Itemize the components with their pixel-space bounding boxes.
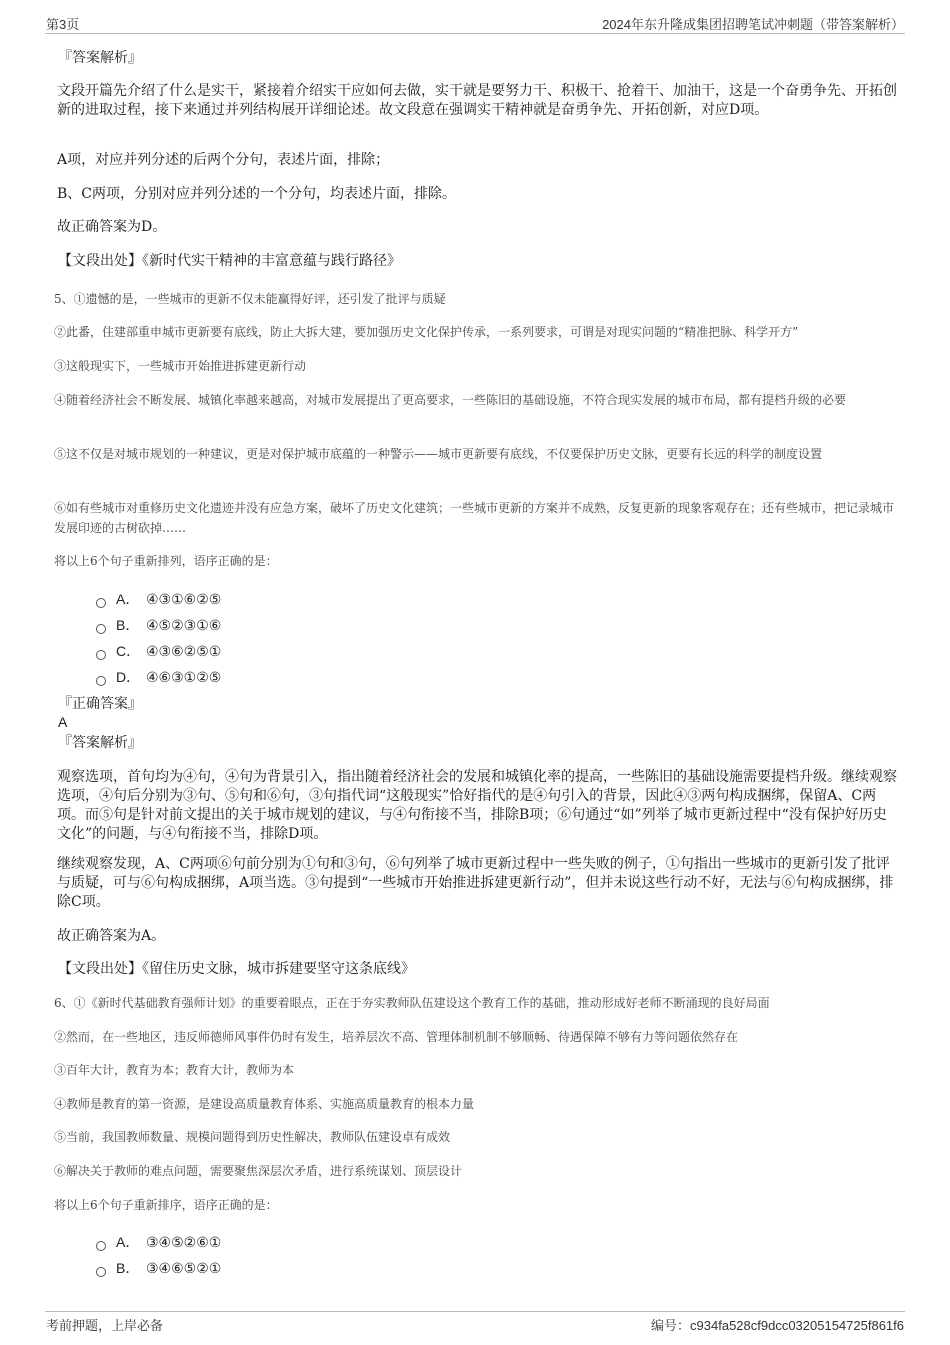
document-title: 2024年东升隆成集团招聘笔试冲刺题（带答案解析） (602, 17, 904, 32)
q6-sentence-4: ④教师是教育的第一资源，是建设高质量教育体系、实施高质量教育的根本力量 (54, 1097, 475, 1111)
header-divider (45, 33, 905, 34)
q6-prompt: 将以上6个句子重新排序，语序正确的是： (54, 1198, 278, 1212)
radio-icon[interactable] (96, 1267, 106, 1277)
q4-analysis-label: 『答案解析』 (58, 50, 142, 66)
q5-sentence-3: ③这般现实下，一些城市开始推进拆建更新行动 (54, 359, 307, 373)
q5-sentence-6: ⑥如有些城市对重修历史文化遗迹并没有应急方案，破坏了历史文化建筑；一些城市更新的方案并不成熟，反复更新的现象客观存在；还有些城市，把记录城市发展印迹的古树砍掉…… (54, 501, 895, 535)
q6-option-b[interactable]: B． ③④⑥⑤②① (96, 1258, 221, 1278)
footer-serial: 编号：c934fa528cf9dcc03205154725f861f6 (651, 1318, 904, 1333)
q6-sentence-2: ②然而，在一些地区，违反师德师风事件仍时有发生，培养层次不高、管理体制机制不够顺畅、待遇保障不够有力等问题依然存在 (54, 1030, 739, 1044)
radio-icon[interactable] (96, 624, 106, 634)
page-number: 第3页 (46, 17, 80, 32)
q5-analysis-label: 『答案解析』 (58, 735, 142, 751)
q6-sentence-6: ⑥解决关于教师的难点问题，需要聚焦深层次矛盾，进行系统谋划、顶层设计 (54, 1164, 463, 1178)
q5-analysis-paragraph-1: 观察选项，首句均为④句，④句为背景引入，指出随着经济社会的发展和城镇化率的提高，一些陈旧的基础设施需要提档升级。继续观察选项，④句后分别为③句、⑤句和⑥句，③句指代词“这般现实”恰好指代的是④句引入的背景，因此④③两句构成捆绑，保留A、C两项。而⑤句是针对前文提出的关于城市规划的建议，与④句衔接不当，排除B项；⑥句通过“如”列举了城市更新过程中“没有保护好历史文化”的问题，与④句衔接不当，排除D项。 (57, 769, 897, 842)
q4-analysis-paragraph-1: 文段开篇先介绍了什么是实干，紧接着介绍实干应如何去做，实干就是要努力干、积极干、抢着干、加油干，这是一个奋勇争先、开拓创新的进取过程，接下来通过并列结构展开详细论述。故文段意在强调实干精神就是奋勇争先、开拓创新，对应D项。 (57, 83, 897, 118)
q5-source: 【文段出处】《留住历史文脉，城市拆建要坚守这条底线》 (58, 961, 415, 977)
footer-divider (45, 1311, 905, 1312)
q5-analysis-paragraph-2: 继续观察发现，A、C两项⑥句前分别为①句和③句，⑥句列举了城市更新过程中一些失败的例子，①句指出一些城市的更新引发了批评与质疑，可与⑥句构成捆绑，A项当选。③句提到“一些城市开始推进拆建更新行动”，但并未说这些行动不好，无法与⑥句构成捆绑，排除C项。 (57, 856, 894, 910)
radio-icon[interactable] (96, 676, 106, 686)
q4-analysis-paragraph-3: B、C两项，分别对应并列分述的一个分句，均表述片面，排除。 (57, 186, 456, 202)
q5-answer: A (58, 714, 68, 730)
q4-analysis-paragraph-2: A项，对应并列分述的后两个分句，表述片面，排除； (57, 152, 390, 168)
q5-sentence-5: ⑤这不仅是对城市规划的一种建议，更是对保护城市底蕴的一种警示——城市更新要有底线，不仅要保护历史文脉，更要有长远的科学的制度设置 (54, 447, 823, 461)
q5-sentence-4: ④随着经济社会不断发展、城镇化率越来越高，对城市发展提出了更高要求，一些陈旧的基础设施，不符合现实发展的城市布局，都有提档升级的必要 (54, 393, 847, 407)
q4-analysis-paragraph-4: 故正确答案为D。 (57, 219, 167, 235)
q5-option-a[interactable]: A． ④③①⑥②⑤ (96, 589, 221, 609)
q4-source: 【文段出处】《新时代实干精神的丰富意蕴与践行路径》 (58, 253, 401, 269)
q5-sentence-1: 5、①遗憾的是，一些城市的更新不仅未能赢得好评，还引发了批评与质疑 (54, 292, 446, 306)
q6-sentence-1: 6、①《新时代基础教育强师计划》的重要着眼点，正在于夯实教师队伍建设这个教育工作的基础，推动形成好老师不断涌现的良好局面 (54, 996, 770, 1010)
q6-option-a[interactable]: A． ③④⑤②⑥① (96, 1232, 221, 1252)
q5-option-c[interactable]: C． ④③⑥②⑤① (96, 641, 221, 661)
q5-sentence-2: ②此番，住建部重申城市更新要有底线，防止大拆大建，要加强历史文化保护传承，一系列要求，可谓是对现实问题的“精准把脉、科学开方” (54, 325, 799, 339)
q5-analysis-paragraph-3: 故正确答案为A。 (57, 928, 166, 944)
q5-option-b[interactable]: B． ④⑤②③①⑥ (96, 615, 221, 635)
radio-icon[interactable] (96, 1241, 106, 1251)
footer-slogan: 考前押题，上岸必备 (46, 1319, 164, 1334)
radio-icon[interactable] (96, 650, 106, 660)
radio-icon[interactable] (96, 598, 106, 608)
q5-prompt: 将以上6个句子重新排列，语序正确的是： (54, 554, 278, 568)
q5-option-d[interactable]: D． ④⑥③①②⑤ (96, 667, 221, 687)
q5-answer-label: 『正确答案』 (58, 696, 142, 712)
q6-sentence-3: ③百年大计，教育为本；教育大计，教师为本 (54, 1063, 295, 1077)
q6-sentence-5: ⑤当前，我国教师数量、规模问题得到历史性解决，教师队伍建设卓有成效 (54, 1130, 451, 1144)
